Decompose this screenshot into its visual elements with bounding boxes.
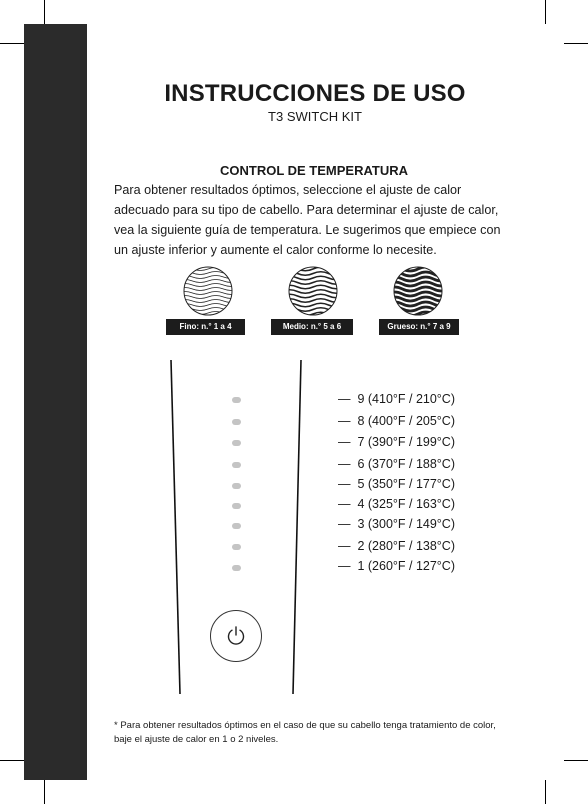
heat-level-label: 2 (280°F / 138°C) (357, 539, 455, 553)
heat-level-4 (338, 497, 455, 511)
level-dash: — (338, 539, 351, 553)
power-button (210, 610, 262, 662)
heat-level-3 (338, 517, 455, 531)
medium-hair-badge: Medio: n.° 5 a 6 (271, 319, 353, 335)
heat-indicator-light (232, 440, 241, 446)
level-dash: — (338, 414, 351, 428)
heat-level-6 (338, 457, 455, 471)
heat-indicator-light (232, 462, 241, 468)
heat-level-7 (338, 435, 455, 449)
heat-indicator-light (232, 419, 241, 425)
power-icon (225, 625, 247, 647)
heat-level-1 (338, 559, 455, 573)
heat-level-label: 6 (370°F / 188°C) (357, 457, 455, 471)
intro-paragraph: Para obtener resultados óptimos, seleccione el ajuste de calor adecuado para su tipo de cabello. Para determinar el ajuste de calor, vea la siguiente guía de temperatura. Le sugerimos que empiece con un ajuste inferior y aumente el calor conforme lo necesite. (114, 183, 501, 257)
level-dash: — (338, 559, 351, 573)
level-dash: — (338, 392, 351, 406)
heat-level-label: 5 (350°F / 177°C) (357, 477, 455, 491)
heat-level-label: 9 (410°F / 210°C) (357, 392, 455, 406)
page-title: INSTRUCCIONES DE USO (164, 80, 466, 107)
level-dash: — (338, 517, 351, 531)
heat-indicator-light (232, 523, 241, 529)
heat-indicator-light (232, 397, 241, 403)
section-heading: CONTROL DE TEMPERATURA (219, 163, 409, 178)
heat-indicator-light (232, 544, 241, 550)
heat-level-9 (338, 392, 455, 406)
fine-hair-badge: Fino: n.° 1 a 4 (166, 319, 245, 335)
heat-level-label: 1 (260°F / 127°C) (357, 559, 455, 573)
heat-level-label: 3 (300°F / 149°C) (357, 517, 455, 531)
heat-level-label: 7 (390°F / 199°C) (357, 435, 455, 449)
page-subtitle: T3 SWITCH KIT (268, 109, 362, 124)
level-dash: — (338, 457, 351, 471)
footnote: * Para obtener resultados óptimos en el caso de que su cabello tenga tratamiento de color, baje el ajuste de calor en 1 o 2 niveles. (114, 720, 496, 745)
level-dash: — (338, 477, 351, 491)
heat-level-8 (338, 414, 455, 428)
heat-level-2 (338, 539, 455, 553)
level-dash: — (338, 497, 351, 511)
heat-indicator-light (232, 503, 241, 509)
heat-indicator-light (232, 565, 241, 571)
coarse-hair-badge: Grueso: n.° 7 a 9 (379, 319, 459, 335)
heat-level-5 (338, 477, 455, 491)
heat-level-label: 8 (400°F / 205°C) (357, 414, 455, 428)
heat-indicator-light (232, 483, 241, 489)
level-dash: — (338, 435, 351, 449)
heat-level-label: 4 (325°F / 163°C) (357, 497, 455, 511)
